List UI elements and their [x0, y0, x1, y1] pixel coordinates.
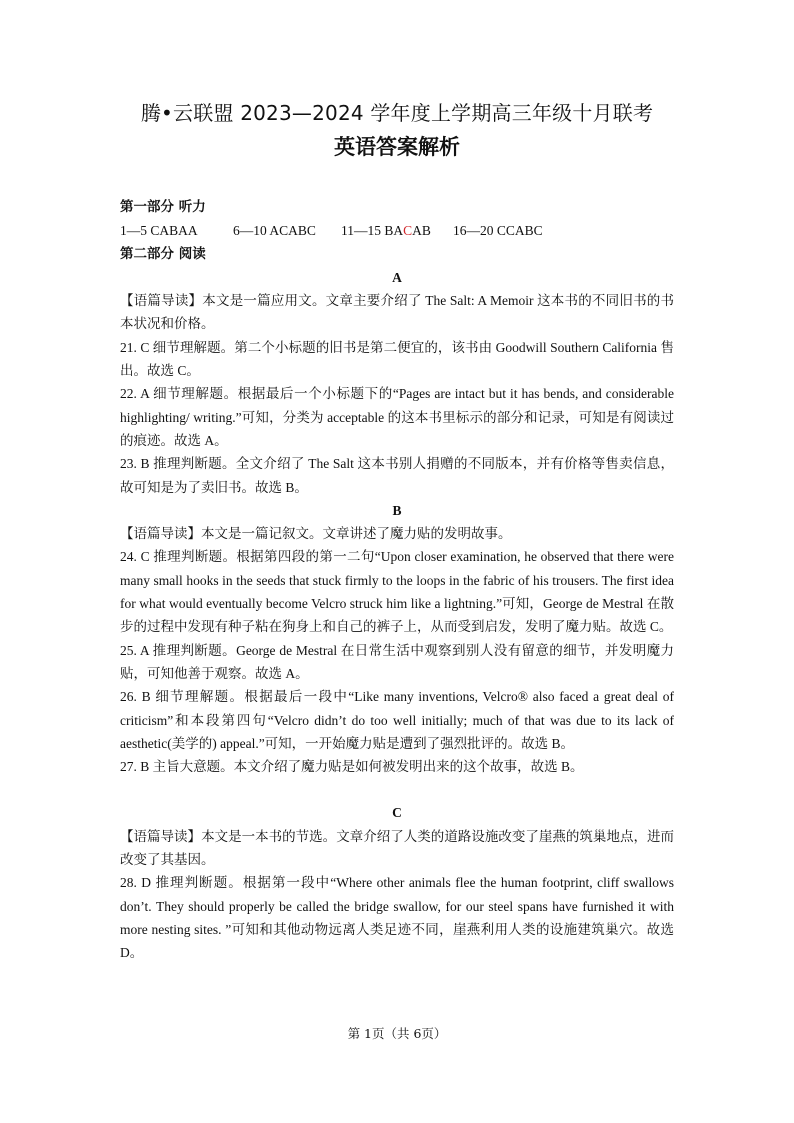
- section-c-intro: 【语篇导读】本文是一本书的节选。文章介绍了人类的道路设施改变了崖燕的筑巢地点，进而改变了其基因。: [120, 828, 674, 868]
- part2-heading: 第二部分 阅读: [120, 245, 206, 262]
- section-spacer: [120, 778, 674, 801]
- document-subtitle: 英语答案解析: [334, 135, 460, 159]
- listening-answers: [120, 219, 674, 242]
- question-24: 24. C 推理判断题。根据第四段的第一二句“Upon closer examination, he observed that there were many small hooks in the seeds that stuck firmly to the loops in the fabric of his trousers. The first idea for what would eventually become Velcro struck him like a lightning.”可知，George de Mestral 在散步的过程中发现有种子粘在狗身上和自己的裤子上，从而受到启发，发明了魔力贴。故选 C。: [120, 549, 674, 635]
- answer-group-1: 1—5 CABAA: [120, 223, 198, 239]
- document-body: [120, 196, 674, 965]
- question-25: 25. A 推理判断题。George de Mestral 在日常生活中观察到别人没有留意的细节，并发明魔力贴，可知他善于观察。故选 A。: [120, 642, 674, 681]
- answer-group-3-pre: 11—15 BA: [341, 223, 404, 239]
- part1-heading: 第一部分 听力: [120, 199, 206, 215]
- answer-group-3: [341, 219, 453, 242]
- document-title: 腾•云联盟 2023—2024 学年度上学期高三年级十月联考: [140, 101, 654, 125]
- answer-group-4: 16—20 CCABC: [453, 223, 543, 239]
- question-21: 21. C 细节理解题。第二个小标题的旧书是第二便宜的，该书由 Goodwill Southern California 售出。故选 C。: [120, 339, 674, 379]
- question-23: 23. B 推理判断题。全文介绍了 The Salt 这本书别人捐赠的不同版本，并有价格等售卖信息，故可知是为了卖旧书。故选 B。: [120, 456, 674, 495]
- answer-group-3-post: AB: [412, 223, 431, 239]
- question-22: 22. A 细节理解题。根据最后一个小标题下的“Pages are intact but it has bends, and considerable highlighting/ writing.”可知，分类为 acceptable 的这本书里标示的部分和记录，可知是有阅读过的痕迹。故选 A。: [120, 386, 674, 448]
- section-b-intro: 【语篇导读】本文是一篇记叙文。文章讲述了魔力贴的发明故事。: [120, 526, 512, 542]
- section-c-letter: C: [392, 805, 402, 821]
- page-number: 第 1页（共 6页）: [347, 1026, 447, 1041]
- question-28: 28. D 推理判断题。根据第一段中“Where other animals flee the human footprint, cliff swallows don’t. They should properly be called the bridge swallow, for our steel spans have furnished it with more nesting sites. ”可知和其他动物远离人类足迹不同，崖燕利用人类的设施建筑巢穴。故选 D。: [120, 875, 674, 961]
- section-b-letter: B: [392, 502, 402, 518]
- question-27: 27. B 主旨大意题。本文介绍了魔力贴是如何被发明出来的这个故事，故选 B。: [120, 759, 584, 775]
- answer-highlight: C: [403, 223, 413, 239]
- section-a-letter: A: [392, 269, 402, 285]
- answer-group-2: 6—10 ACABC: [233, 223, 316, 239]
- question-26: 26. B 细节理解题。根据最后一段中“Like many inventions, Velcro® also faced a great deal of criticism”和本段第四句“Velcro didn’t do too well initially; much of that was due to its lack of aesthetic(美学的) appeal.”可知，一开始魔力贴是遭到了强烈批评的。故选 B。: [120, 689, 674, 751]
- section-a-intro: 【语篇导读】本文是一篇应用文。文章主要介绍了 The Salt: A Memoir 这本书的不同旧书的书本状况和价格。: [120, 293, 674, 332]
